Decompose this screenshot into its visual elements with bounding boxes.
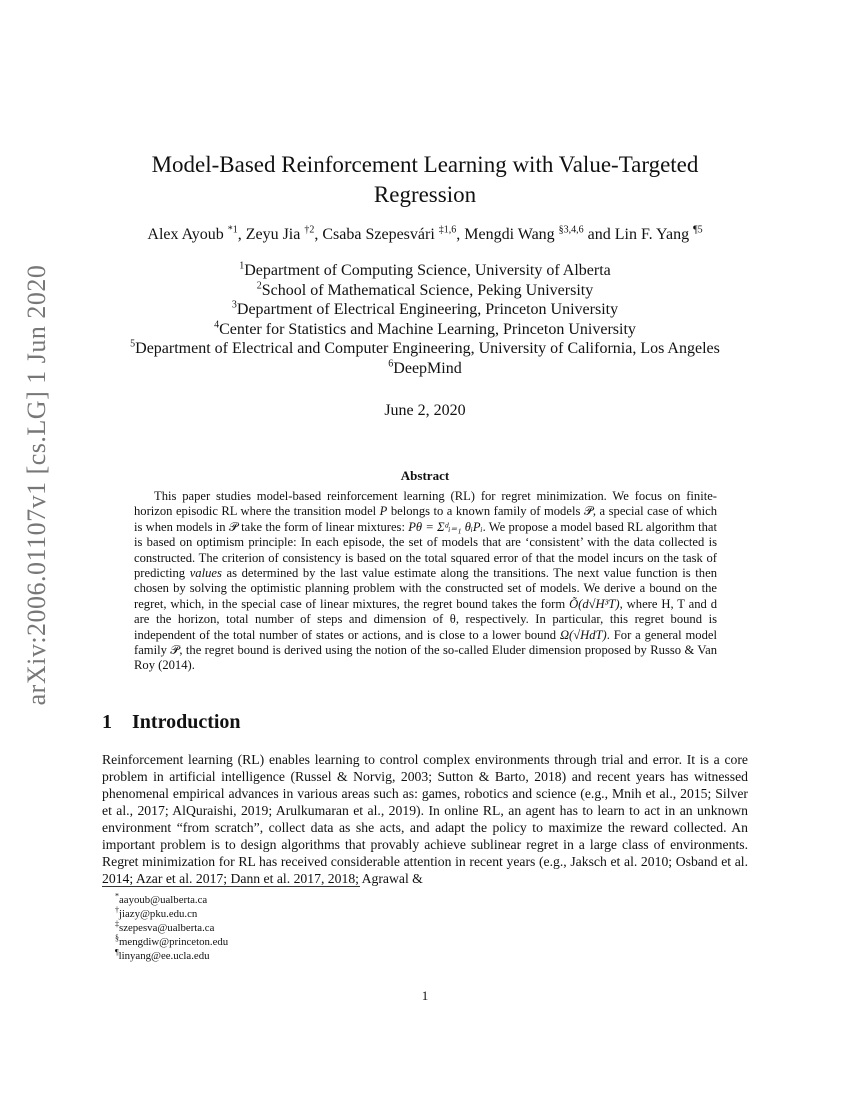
arxiv-identifier: arXiv:2006.01107v1 [cs.LG] 1 Jun 2020 [22,264,51,706]
affiliation-text: Department of Electrical and Computer Engineering, University of California, Los Angeles [135,340,720,357]
footnote [115,907,515,921]
affiliation-text: DeepMind [393,359,462,377]
affiliation-text: Department of Electrical Engineering, Princeton University [236,301,619,318]
affiliation-text: School of Mathematical Science, Peking University [261,281,594,299]
abstract-math: 𝒫 [583,504,593,519]
footnote-mark: † [115,905,119,915]
author-name: Lin F. Yang [614,226,690,243]
footnote [115,893,515,907]
author-marks: ‡1,6 [438,224,457,236]
affiliation-num: 4 [214,319,220,331]
publication-date: June 2, 2020 [384,402,466,419]
footnote-email: aayoub@ualberta.ca [119,894,208,906]
affiliation-text: Center for Statistics and Machine Learning, Princeton University [219,320,636,338]
affiliation [60,339,790,359]
footnote [115,949,515,963]
footnote-mark: § [115,933,119,943]
section-title: Introduction [132,711,241,733]
affiliation-num: 1 [239,260,245,272]
footnote-list [115,893,515,963]
abstract-text: take the form of linear mixtures: [237,519,409,534]
footnote-divider [102,886,360,887]
author-marks: ¶5 [693,224,703,236]
footnote-email: linyang@ee.ucla.edu [118,950,210,962]
abstract-text: as determined by the last value estimate along the transitions. The next value function is then chosen by solving the optimistic planning problem with the constructed set of models. We derive a bound on the regret, which, in the special case of linear mixtures, the regret bound takes the form [134,566,717,611]
affiliation [60,300,790,320]
affiliation [60,320,790,340]
abstract-math: 𝒫 [228,519,238,534]
author-name: Mengdi Wang [464,226,555,243]
affiliation [60,281,790,301]
abstract-math: P [379,504,388,519]
footnote-mark: ‡ [115,919,119,929]
abstract-text: , where H, T and d are the horizon, total number of steps and dimension of θ, respectively. In particular, this regret bound is independent of the total number of states or actions, and is close to a lower bound [134,596,717,642]
author-marks: §3,4,6 [558,224,584,236]
author-name: Csaba Szepesvári [322,226,435,243]
abstract-heading: Abstract [400,468,450,483]
author-name: Alex Ayoub [147,226,224,243]
arxiv-sidebar-stamp [8,185,66,785]
abstract-formula: Ω(√HdT) [559,627,607,642]
abstract-formula: Pθ = Σᵈᵢ₌₁ θᵢPᵢ [408,519,483,534]
affiliation-num: 5 [130,338,136,350]
abstract-text: This paper studies model-based reinforcement learning (RL) for regret minimization. We focus on finite-horizon episodic RL where the transition model [134,489,717,519]
section-heading [102,711,602,734]
page-number: 1 [421,988,429,1003]
affiliation-num: 6 [388,358,394,370]
abstract-text: , a special case of which is when models in [134,504,717,534]
affiliation-num: 3 [231,299,237,311]
title-line-1: Model-Based Reinforcement Learning with Value-Targeted [151,152,699,177]
author-marks: †2 [304,224,315,236]
abstract-emphasis: values [189,566,222,581]
section-number: 1 [102,711,112,733]
footnote [115,921,515,935]
affiliation-text: Department of Computing Science, University of Alberta [244,262,611,279]
affiliation-list [60,261,790,378]
affiliation-num: 2 [256,280,262,292]
affiliation [60,359,790,379]
footnote [115,935,515,949]
author-name: Zeyu Jia [245,226,301,243]
abstract-text: . For a general model family 𝒫, the regret bound is derived using the notion of the so-called Eluder dimension proposed by Russo & Van Roy (2014). [134,627,717,673]
footnote-email: szepesva@ualberta.ca [119,922,215,934]
title-line-2: Regression [373,182,477,207]
author-marks: *1 [227,224,238,236]
footnote-mark: * [115,891,119,901]
footnote-email: jiazy@pku.edu.cn [119,908,198,920]
affiliation [60,261,790,281]
abstract-formula: Õ(d√H³T) [569,596,620,611]
intro-paragraph: Reinforcement learning (RL) enables learning to control complex environments through trial and error. It is a core problem in artificial intelligence (Russel & Norvig, 2003; Sutton & Barto, 2018) and recent years has witnessed phenomenal empirical advances in various areas such as: games, robotics and science (e.g., Mnih et al., 2015; Silver et al., 2017; AlQuraishi, 2019; Arulkumaran et al., 2019). In online RL, an agent has to learn to act in an unknown environment “from scratch”, collect data as she acts, and adapt the policy to maximize the reward collected. An important problem is to design algorithms that provably achieve sublinear regret in a large class of environments. Regret minimization for RL has received considerable attention in recent years (e.g., Jaksch et al. 2010; Osband et al. 2014; Azar et al. 2017; Dann et al. 2017, 2018; Agrawal & [102,752,748,886]
author-list: Alex Ayoub $^{*1}$, Zeyu Jia $^{\dagger 2}$, Csaba Szepesvári $^{\ddagger 1,6}$, Mengdi Wang $^{\S 3,4,6}$ and Lin F. Yang $^{\P 5}$ [147,224,703,243]
abstract-text: . We propose a model based RL algorithm that is based on optimism principle: In each episode, the set of models that are ‘consistent’ with the data collected is constructed. The criterion of consistency is based on the total squared error of that the model incurs on the task of predicting [134,519,717,581]
abstract-text: belongs to a known family of models [387,504,584,519]
footnote-mark: ¶ [115,947,119,957]
footnote-email: mengdiw@princeton.edu [119,936,229,948]
abstract-body [134,489,717,674]
paper-title [100,150,750,210]
